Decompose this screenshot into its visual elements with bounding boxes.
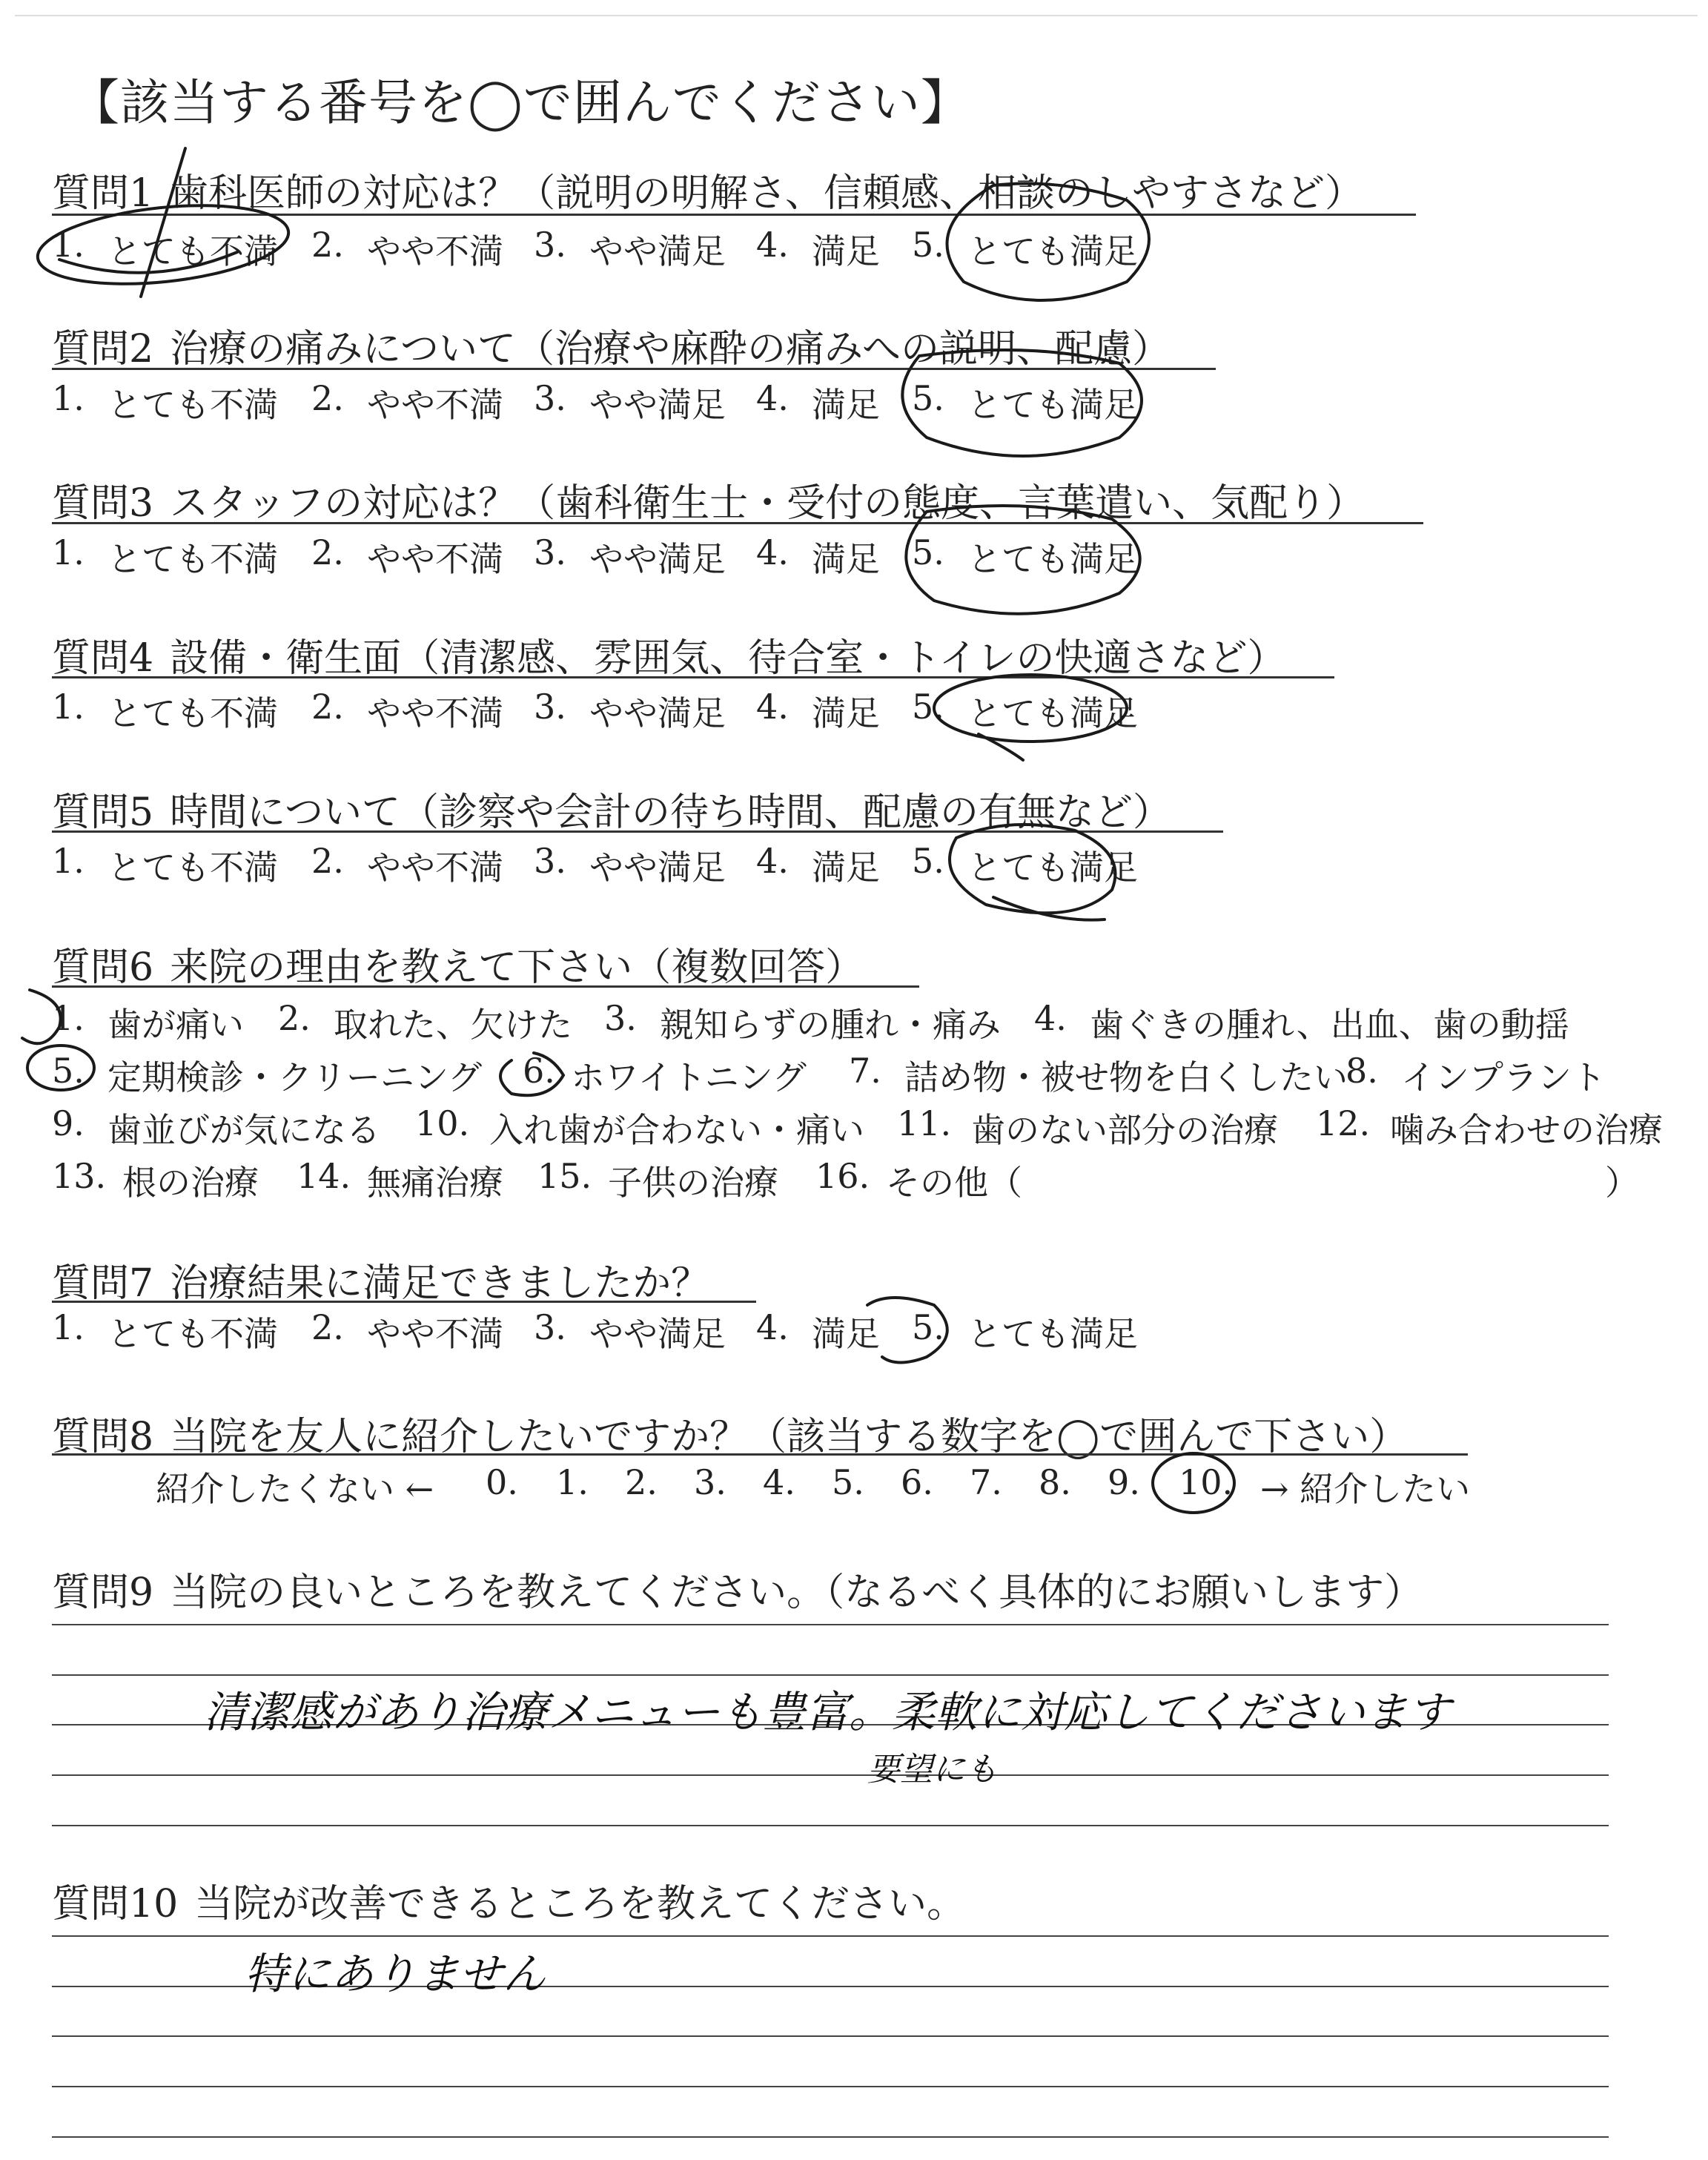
option-number[interactable]: 5. — [52, 1051, 85, 1091]
scale-number[interactable]: 9. — [1108, 1462, 1140, 1502]
option-number[interactable]: 15. — [537, 1156, 592, 1196]
answer-line[interactable] — [52, 1624, 1609, 1625]
other-input-close: ） — [1605, 1163, 1639, 1203]
option-label: やや不満 — [367, 1314, 503, 1354]
option-label: やや不満 — [367, 693, 503, 733]
answer-line[interactable] — [52, 1825, 1609, 1826]
option-number[interactable]: 5. — [912, 1307, 944, 1347]
option-number[interactable]: 1. — [52, 378, 85, 418]
option-label: 親知らずの腫れ・痛み — [660, 1005, 1001, 1045]
option-label: とても不満 — [107, 1314, 278, 1354]
question-label: 質問1 — [52, 171, 154, 216]
option-number[interactable]: 1. — [52, 998, 85, 1038]
option-number[interactable]: 10. — [415, 1103, 470, 1143]
option-number[interactable]: 4. — [756, 687, 789, 727]
option-label: とても不満 — [107, 693, 278, 733]
option-number[interactable]: 16. — [815, 1156, 870, 1196]
option-number[interactable]: 9. — [52, 1103, 85, 1143]
option-number[interactable]: 3. — [534, 532, 566, 572]
question-text: 治療の痛みについて（治療や麻酔の痛みへの説明、配慮） — [170, 327, 1171, 371]
option-label: とても不満 — [107, 385, 278, 425]
option-label: とても満足 — [967, 848, 1138, 888]
option-number[interactable]: 3. — [534, 225, 566, 265]
question-text: 時間について（診察や会計の待ち時間、配慮の有無など） — [170, 790, 1172, 835]
option-label: やや不満 — [367, 385, 503, 425]
answer-line[interactable] — [52, 2035, 1609, 2037]
question-label: 質問2 — [52, 327, 154, 371]
option-label: やや満足 — [589, 539, 726, 579]
question-label: 質問5 — [52, 790, 154, 835]
option-label: 満足 — [812, 231, 880, 271]
scale-left-label: 紹介したくない ← — [156, 1469, 434, 1509]
option-number[interactable]: 2. — [311, 225, 344, 265]
option-label: やや不満 — [367, 539, 503, 579]
option-number[interactable]: 8. — [1345, 1051, 1378, 1091]
option-label: やや満足 — [589, 848, 726, 888]
question-text: 歯科医師の対応は？（説明の明解さ、信頼感、相談のしやすさなど） — [170, 171, 1364, 216]
question-6 — [52, 936, 864, 991]
option-number[interactable]: 3. — [534, 378, 566, 418]
option-label: 入れ歯が合わない・痛い — [489, 1110, 864, 1150]
option-number[interactable]: 3. — [534, 1307, 566, 1347]
question-3 — [52, 472, 1365, 527]
option-label: とても満足 — [967, 231, 1138, 271]
option-label: とても不満 — [107, 848, 278, 888]
question-text: 治療結果に満足できましたか？ — [170, 1261, 710, 1306]
scale-right-label: → 紹介したい — [1260, 1469, 1471, 1509]
option-label: とても不満 — [107, 231, 278, 271]
question-text: 設備・衛生面（清潔感、雰囲気、待合室・トイレの快適さなど） — [170, 636, 1286, 681]
option-label: 満足 — [812, 1314, 880, 1354]
question-text: 当院の良いところを教えてください。（なるべく具体的にお願いします） — [170, 1571, 1423, 1615]
scale-number[interactable]: 8. — [1039, 1462, 1071, 1502]
answer-line[interactable] — [52, 1674, 1609, 1676]
option-label: とても不満 — [107, 539, 278, 579]
scale-number[interactable]: 6. — [901, 1462, 933, 1502]
scale-number[interactable]: 3. — [694, 1462, 726, 1502]
question-text: 当院を友人に紹介したいですか？（該当する数字を◯で囲んで下さい） — [170, 1415, 1409, 1459]
option-number[interactable]: 7. — [849, 1051, 881, 1091]
option-label: 歯並びが気になる — [107, 1110, 380, 1150]
option-number[interactable]: 5. — [912, 841, 944, 881]
scale-number[interactable]: 5. — [832, 1462, 864, 1502]
option-label: 歯のない部分の治療 — [971, 1110, 1278, 1150]
question-text: 来院の理由を教えて下さい（複数回答） — [170, 945, 864, 990]
scale-number[interactable]: 4. — [763, 1462, 795, 1502]
option-number[interactable]: 4. — [756, 841, 789, 881]
question-label: 質問4 — [52, 636, 154, 681]
question-underline — [52, 214, 1416, 216]
answer-line[interactable] — [52, 1774, 1609, 1776]
option-label: やや不満 — [367, 231, 503, 271]
scale-number[interactable]: 2. — [625, 1462, 658, 1502]
option-label: とても満足 — [967, 1314, 1138, 1354]
option-label: ホワイトニング — [571, 1057, 807, 1097]
option-number[interactable]: 4. — [756, 225, 789, 265]
scale-number[interactable]: 7. — [970, 1462, 1002, 1502]
scale-number[interactable]: 10. — [1179, 1462, 1234, 1502]
option-number[interactable]: 1. — [52, 225, 85, 265]
option-label: 満足 — [812, 385, 880, 425]
option-label: とても満足 — [967, 539, 1138, 579]
question-1 — [52, 162, 1363, 217]
option-number[interactable]: 3. — [534, 841, 566, 881]
question-2 — [52, 317, 1171, 373]
question-10 — [52, 1872, 965, 1928]
option-label: 取れた、欠けた — [334, 1005, 572, 1045]
option-number[interactable]: 1. — [52, 841, 85, 881]
option-label: 定期検診・クリーニング — [107, 1057, 483, 1097]
option-number[interactable]: 5. — [912, 532, 944, 572]
option-number[interactable]: 1. — [52, 532, 85, 572]
scale-number[interactable]: 0. — [486, 1462, 518, 1502]
question-label: 質問7 — [52, 1261, 154, 1306]
answer-line[interactable] — [52, 1935, 1609, 1937]
q9-handwritten-insert: 要望にも — [867, 1751, 998, 1789]
option-label: 歯が痛い — [107, 1005, 244, 1045]
question-4 — [52, 627, 1286, 682]
question-label: 質問6 — [52, 945, 154, 990]
option-number[interactable]: 2. — [278, 998, 311, 1038]
answer-line[interactable] — [52, 2086, 1609, 2087]
page-title: 【該当する番号を◯で囲んでください】 — [70, 74, 970, 131]
option-label: 詰め物・被せ物を白くしたい — [904, 1057, 1348, 1097]
option-number[interactable]: 2. — [311, 687, 344, 727]
option-number[interactable]: 5. — [912, 378, 944, 418]
option-number[interactable]: 4. — [1034, 998, 1067, 1038]
question-underline — [52, 1453, 1468, 1456]
option-number[interactable]: 5. — [912, 225, 944, 265]
option-label: やや満足 — [589, 693, 726, 733]
option-label: やや不満 — [367, 848, 503, 888]
option-label: とても満足 — [967, 385, 1138, 425]
option-label: やや満足 — [589, 385, 726, 425]
option-number[interactable]: 3. — [534, 687, 566, 727]
option-label: 満足 — [812, 848, 880, 888]
question-text: 当院が改善できるところを教えてください。 — [194, 1882, 966, 1926]
scale-number[interactable]: 1. — [556, 1462, 589, 1502]
option-label: とても満足 — [967, 693, 1138, 733]
option-label: 噛み合わせの治療 — [1390, 1110, 1663, 1150]
option-number[interactable]: 4. — [756, 378, 789, 418]
q10-handwritten-answer: 特にありません — [245, 1949, 546, 1999]
option-label: 歯ぐきの腫れ、出血、歯の動揺 — [1090, 1005, 1569, 1045]
question-label: 質問10 — [52, 1882, 179, 1926]
answer-tick-mark — [993, 897, 1105, 920]
option-label: 子供の治療 — [608, 1163, 778, 1203]
answer-tick-mark — [979, 734, 1023, 760]
option-number[interactable]: 6. — [523, 1051, 555, 1091]
option-number[interactable]: 2. — [311, 378, 344, 418]
option-label: 根の治療 — [122, 1163, 259, 1203]
option-number[interactable]: 2. — [311, 532, 344, 572]
option-label: 満足 — [812, 539, 880, 579]
top-border — [15, 15, 1698, 16]
question-5 — [52, 781, 1171, 836]
other-input-open[interactable]: その他（ — [886, 1163, 1022, 1203]
option-number[interactable]: 3. — [604, 998, 637, 1038]
question-underline — [52, 522, 1423, 524]
option-label: やや満足 — [589, 231, 726, 271]
option-number[interactable]: 11. — [897, 1103, 952, 1143]
question-label: 質問3 — [52, 481, 154, 526]
question-underline — [52, 985, 919, 988]
option-number[interactable]: 2. — [311, 841, 344, 881]
question-label: 質問8 — [52, 1415, 154, 1459]
option-number[interactable]: 5. — [912, 687, 944, 727]
option-label: 無痛治療 — [367, 1163, 503, 1203]
question-underline — [52, 368, 1216, 370]
question-9 — [52, 1561, 1423, 1616]
option-label: やや満足 — [589, 1314, 726, 1354]
option-number[interactable]: 12. — [1316, 1103, 1371, 1143]
answer-line[interactable] — [52, 2136, 1609, 2138]
q9-handwritten-answer: 清潔感があり治療メニューも豊富。柔軟に対応してくださいます — [204, 1687, 1452, 1737]
question-7 — [52, 1252, 709, 1307]
question-underline — [52, 676, 1334, 678]
question-text: スタッフの対応は？（歯科衛生士・受付の態度、言葉遣い、気配り） — [170, 481, 1366, 526]
option-label: インプラント — [1401, 1057, 1606, 1097]
option-number[interactable]: 13. — [52, 1156, 107, 1196]
option-label: 満足 — [812, 693, 880, 733]
question-underline — [52, 830, 1223, 833]
option-number[interactable]: 4. — [756, 532, 789, 572]
option-number[interactable]: 1. — [52, 687, 85, 727]
question-underline — [52, 1301, 756, 1303]
option-number[interactable]: 2. — [311, 1307, 344, 1347]
question-label: 質問9 — [52, 1571, 154, 1615]
option-number[interactable]: 1. — [52, 1307, 85, 1347]
question-8 — [52, 1405, 1408, 1461]
option-number[interactable]: 14. — [297, 1156, 351, 1196]
option-number[interactable]: 4. — [756, 1307, 789, 1347]
